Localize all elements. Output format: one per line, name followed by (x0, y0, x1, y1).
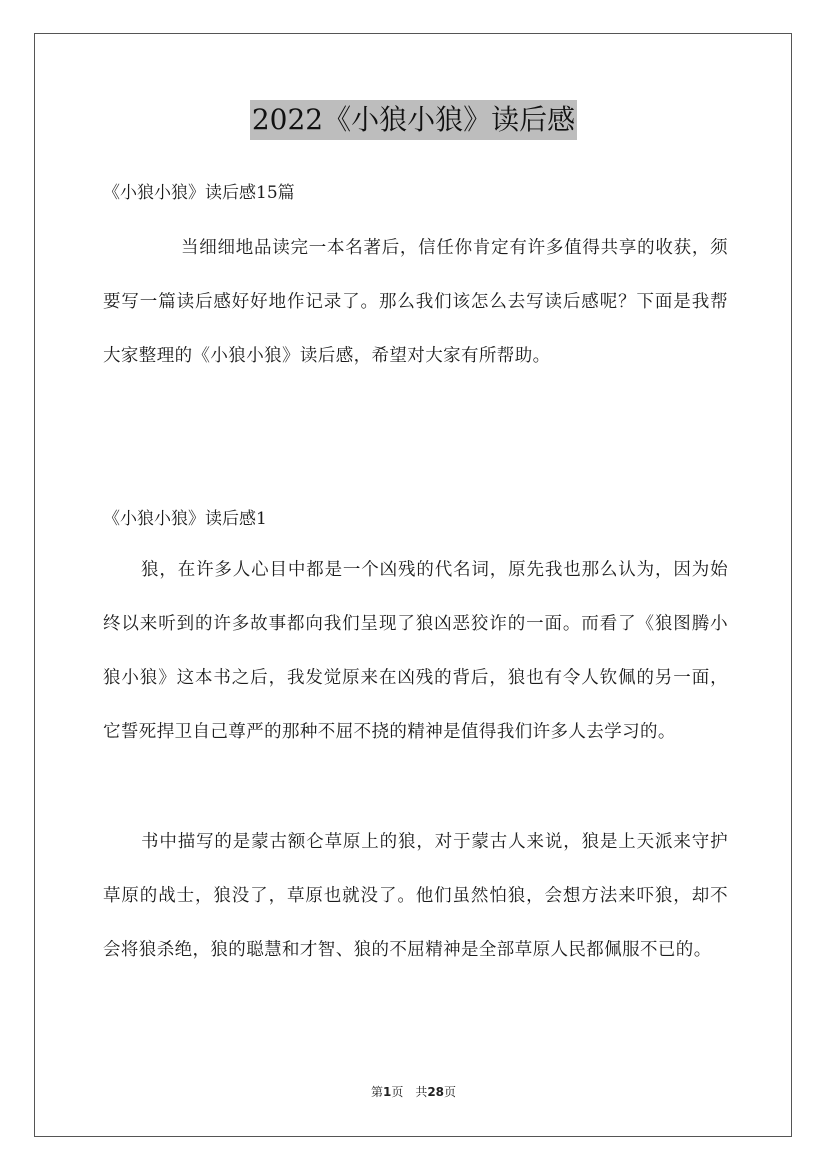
footer-page-total: 28 (427, 1085, 445, 1099)
page-footer (0, 1083, 827, 1100)
section-heading: 《小狼小狼》读后感1 (103, 509, 267, 529)
footer-page-mid: 页 共 (391, 1085, 428, 1099)
document-title: 2022《小狼小狼》读后感 (250, 100, 577, 140)
footer-page-prefix: 第 (370, 1085, 383, 1099)
footer-page-suffix: 页 (444, 1085, 457, 1099)
body-paragraph-2: 书中描写的是蒙古额仑草原上的狼，对于蒙古人来说，狼是上天派来守护草原的战士，狼没了，草原也就没了。他们虽然怕狼，会想方法来吓狼，却不会将狼杀绝，狼的聪慧和才智、狼的不屈精神是全部草原人民都佩服不已的。 (103, 832, 728, 960)
document-subtitle: 《小狼小狼》读后感15篇 (103, 183, 295, 203)
body-paragraph-1: 狼，在许多人心目中都是一个凶残的代名词，原先我也那么认为，因为始终以来听到的许多故事都向我们呈现了狼凶恶狡诈的一面。而看了《狼图腾小狼小狼》这本书之后，我发觉原来在凶残的背后，狼也有令人钦佩的另一面，它誓死捍卫自己尊严的那种不屈不挠的精神是值得我们许多人去学习的。 (103, 560, 728, 742)
footer-page-number: 1 (382, 1085, 392, 1099)
intro-paragraph: 当细细地品读完一本名著后，信任你肯定有许多值得共享的收获，须要写一篇读后感好好地作记录了。那么我们该怎么去写读后感呢？下面是我帮大家整理的《小狼小狼》读后感，希望对大家有所帮助。 (103, 238, 728, 366)
title-container (0, 100, 827, 140)
